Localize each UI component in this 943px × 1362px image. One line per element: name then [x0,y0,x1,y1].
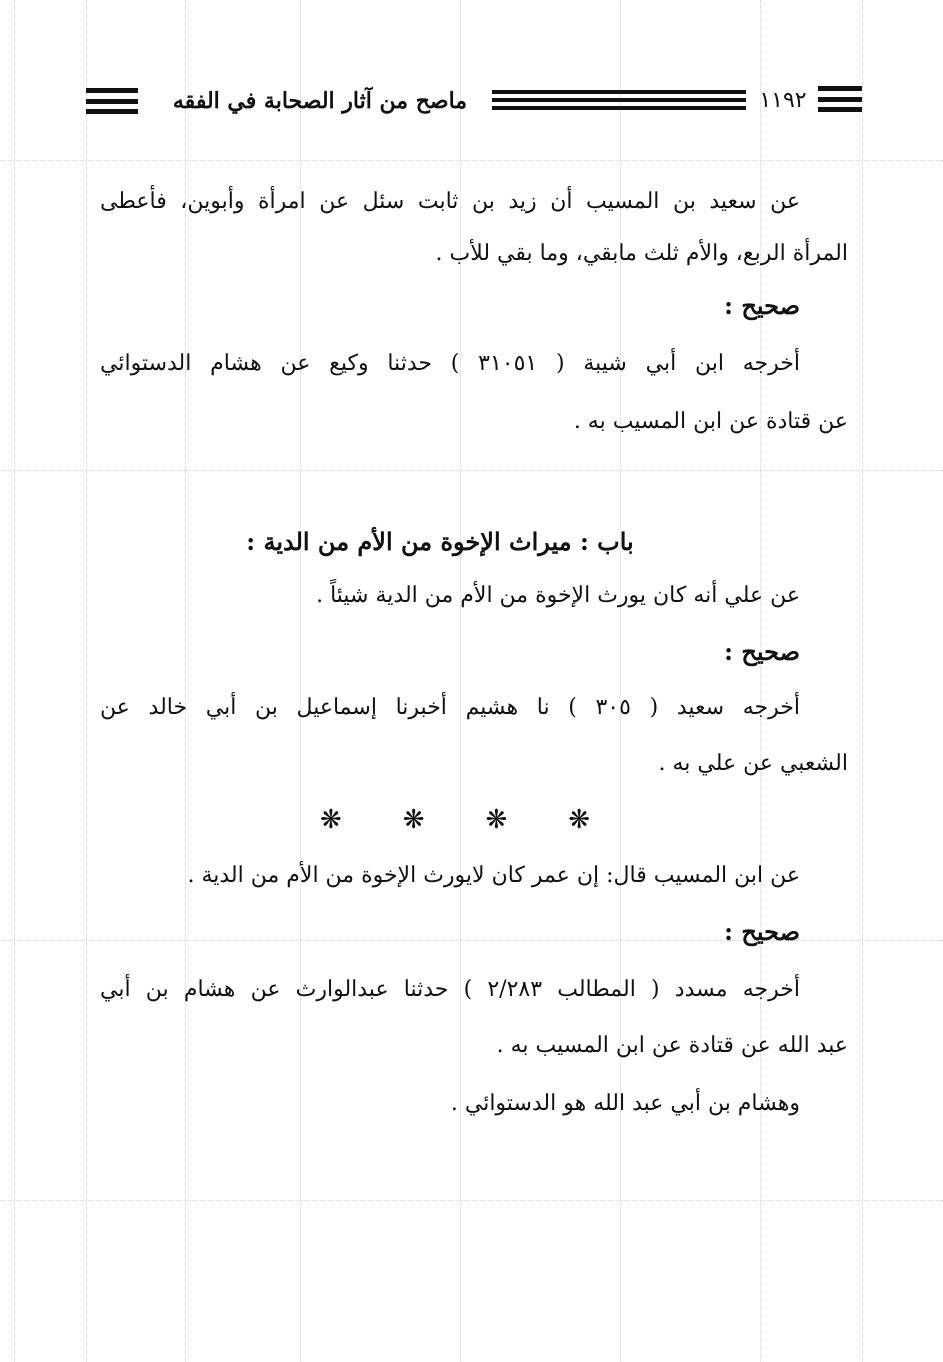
header-rule-middle [492,90,746,110]
para3-text: عن ابن المسيب قال: إن عمر كان لايورث الإخوة من الأم من الدية . [187,863,800,888]
chapter-heading: باب : ميراث الإخوة من الأم من الدية : [246,527,634,556]
chapter-source-line2: الشعبي عن علي به . [658,751,848,776]
para1-line2: المرأة الربع، والأم ثلث مابقي، وما بقي للأب . [435,241,848,266]
page-header [86,78,862,124]
chapter-source-line1: أخرجه سعيد ( ٣٠٥ ) نا هشيم أخبرنا إسماعيل بن أبي خالد عن [100,695,800,720]
para1-line1: عن سعيد بن المسيب أن زيد بن ثابت سئل عن امرأة وأبوين، فأعطى [100,189,800,214]
para3-grade: صحيح : [724,917,800,946]
para1-source-line2: عن قتادة عن ابن المسيب به . [573,409,848,434]
separator-star: ❋ [320,805,342,835]
para3-source-line1: أخرجه مسدد ( المطالب ٢/٢٨٣ ) حدثنا عبدالوارث عن هشام بن أبي [100,977,800,1002]
separator-star: ❋ [402,805,425,835]
chapter-grade: صحيح : [724,637,800,666]
header-rule-right [818,86,862,112]
para1-grade: صحيح : [724,291,800,320]
separator-star: ❋ [568,805,590,835]
header-rule-left [86,88,138,114]
section-separator [320,800,590,840]
separator-star: ❋ [485,805,508,835]
page-number: ١١٩٢ [759,88,807,113]
para1-source-line1: أخرجه ابن أبي شيبة ( ٣١٠٥١ ) حدثنا وكيع عن هشام الدستوائي [100,351,801,376]
header-title: ماصح من آثار الصحابة في الفقه [172,88,468,114]
para3-note: وهشام بن أبي عبد الله هو الدستوائي . [450,1091,800,1116]
para3-source-line2: عبد الله عن قتادة عن ابن المسيب به . [496,1033,848,1058]
chapter-text: عن علي أنه كان يورث الإخوة من الأم من الدية شيئاً . [316,583,800,608]
